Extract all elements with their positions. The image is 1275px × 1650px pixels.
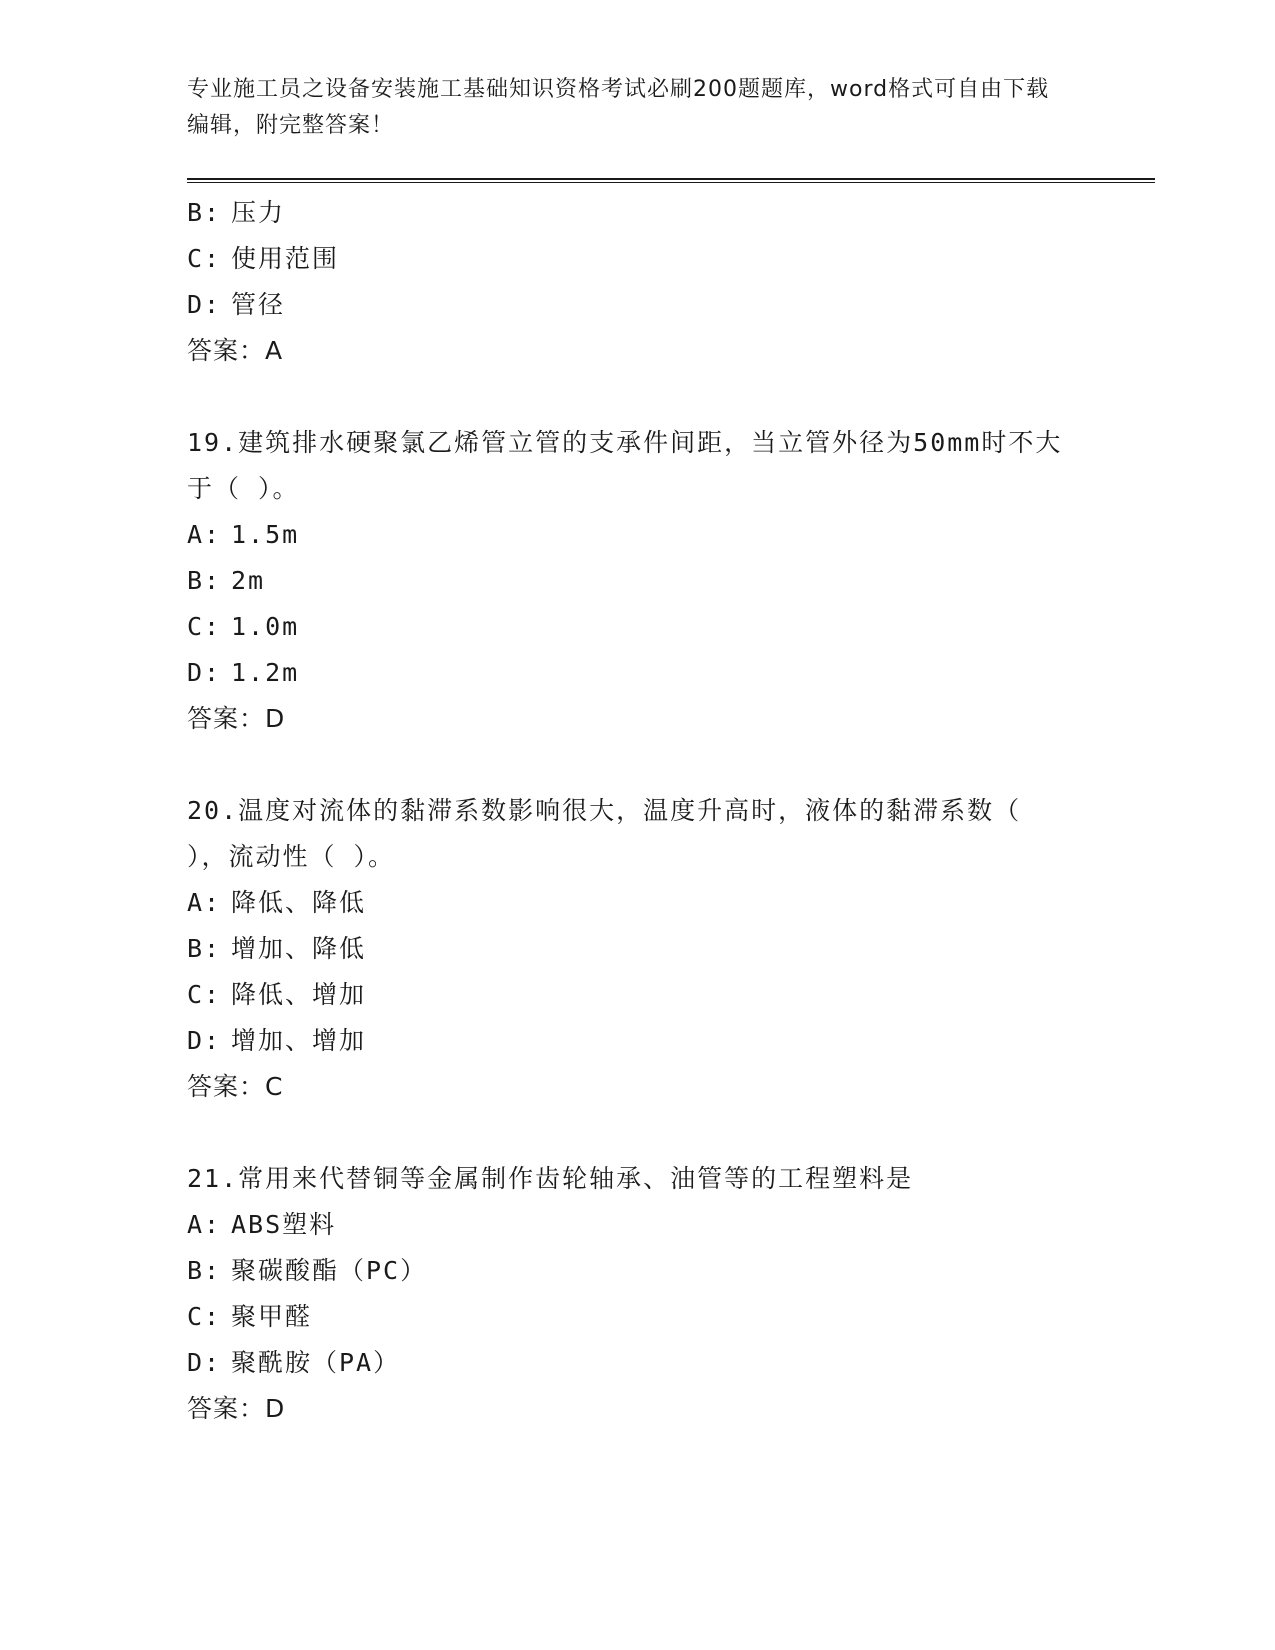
answer-line: 答案：D — [187, 704, 286, 733]
option-label: A: — [187, 520, 222, 549]
option-label: B: — [187, 934, 222, 963]
option-b — [187, 190, 1087, 236]
option-text: 使用范围 — [231, 244, 340, 273]
option-label: B: — [187, 198, 222, 227]
question-stem: 19.建筑排水硬聚氯乙烯管立管的支承件间距，当立管外径为50mm时不大于（ ）。 — [187, 428, 1063, 503]
header-title: 专业施工员之设备安装施工基础知识资格考试必刷200题题库，word格式可自由下载编辑，附完整答案！ — [187, 77, 1050, 138]
option-c — [187, 236, 1087, 282]
option-text: 2m — [231, 566, 266, 595]
spacer — [187, 1110, 1087, 1156]
option-a — [187, 1202, 1087, 1248]
question-21 — [187, 1156, 1087, 1432]
answer-line: 答案：D — [187, 1394, 286, 1423]
option-text: ABS塑料 — [231, 1210, 337, 1239]
option-text: 增加、降低 — [231, 934, 367, 963]
option-text: 聚酰胺（PA） — [231, 1348, 401, 1377]
option-label: A: — [187, 1210, 222, 1239]
option-label: A: — [187, 888, 222, 917]
option-label: B: — [187, 1256, 222, 1285]
option-b — [187, 1248, 1087, 1294]
option-d — [187, 1018, 1087, 1064]
question-20 — [187, 788, 1087, 1110]
option-b — [187, 926, 1087, 972]
option-label: D: — [187, 290, 222, 319]
option-text: 1.0m — [231, 612, 300, 641]
option-text: 聚甲醛 — [231, 1302, 313, 1331]
spacer — [187, 374, 1087, 420]
question-list — [187, 190, 1087, 1432]
question-stem: 20.温度对流体的黏滞系数影响很大，温度升高时，液体的黏滞系数（ ），流动性（ ）。 — [187, 796, 1022, 871]
option-label: D: — [187, 658, 222, 687]
question-18-continued — [187, 190, 1087, 374]
option-d — [187, 282, 1087, 328]
option-d — [187, 650, 1087, 696]
document-header — [187, 72, 1067, 144]
option-text: 增加、增加 — [231, 1026, 367, 1055]
option-label: C: — [187, 612, 222, 641]
answer-line: 答案：A — [187, 336, 284, 365]
option-text: 1.5m — [231, 520, 300, 549]
question-stem: 21.常用来代替铜等金属制作齿轮轴承、油管等的工程塑料是 — [187, 1164, 914, 1193]
option-a — [187, 880, 1087, 926]
option-text: 降低、增加 — [231, 980, 367, 1009]
option-text: 压力 — [231, 198, 286, 227]
option-b — [187, 558, 1087, 604]
question-19 — [187, 420, 1087, 742]
option-label: B: — [187, 566, 222, 595]
spacer — [187, 742, 1087, 788]
option-text: 降低、降低 — [231, 888, 367, 917]
option-c — [187, 604, 1087, 650]
option-d — [187, 1340, 1087, 1386]
option-label: D: — [187, 1026, 222, 1055]
answer-line: 答案：C — [187, 1072, 284, 1101]
option-text: 管径 — [231, 290, 286, 319]
option-c — [187, 972, 1087, 1018]
option-label: C: — [187, 1302, 222, 1331]
option-label: D: — [187, 1348, 222, 1377]
option-text: 聚碳酸酯（PC） — [231, 1256, 428, 1285]
option-a — [187, 512, 1087, 558]
option-label: C: — [187, 980, 222, 1009]
option-c — [187, 1294, 1087, 1340]
option-text: 1.2m — [231, 658, 300, 687]
option-label: C: — [187, 244, 222, 273]
header-divider — [187, 178, 1155, 183]
